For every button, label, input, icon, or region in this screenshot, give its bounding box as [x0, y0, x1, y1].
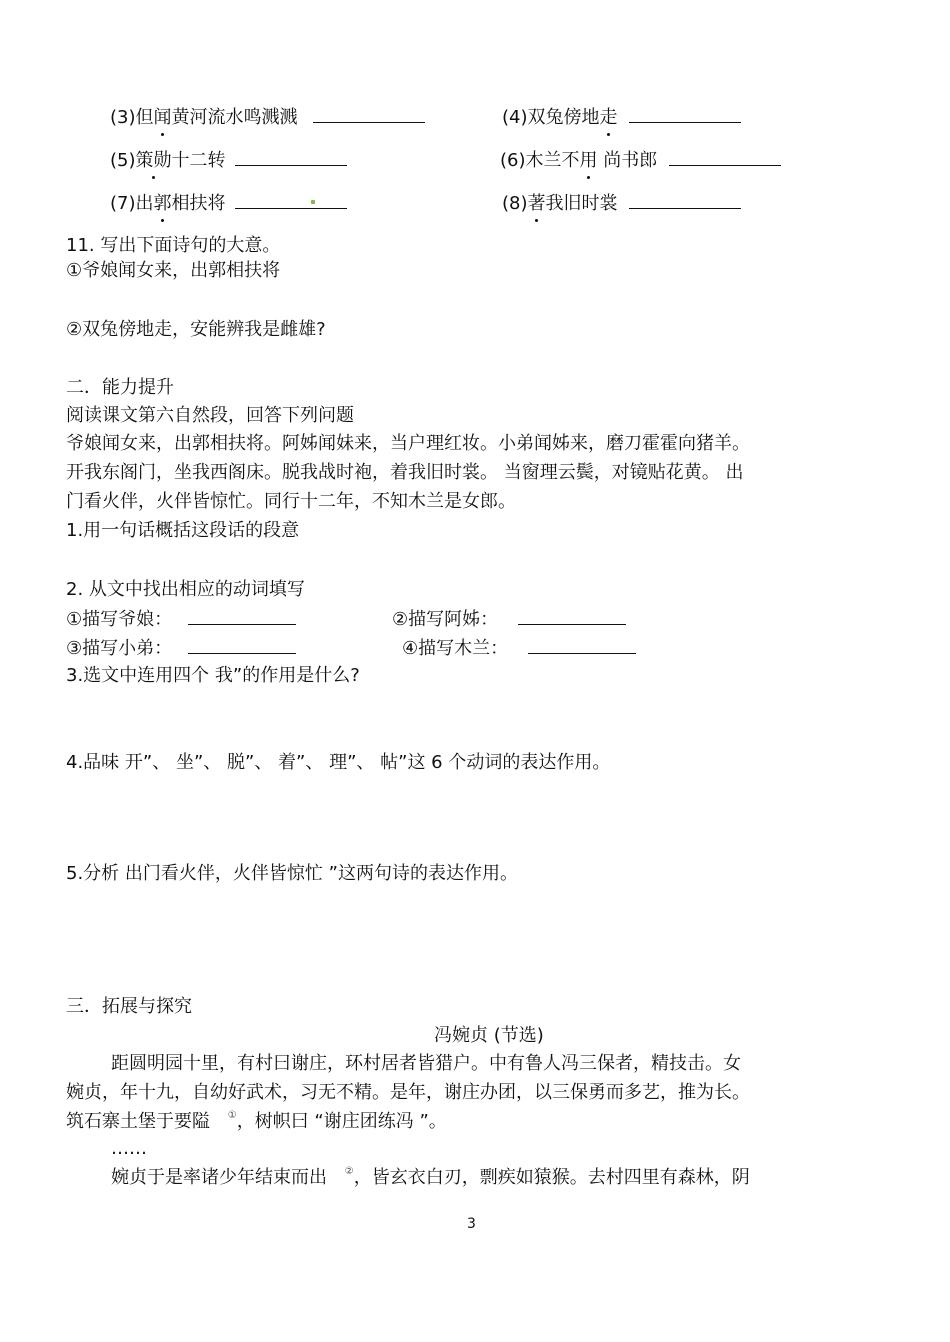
footnote-1: ①	[227, 1110, 237, 1121]
passage-line-2: 开我东阁门，坐我西阁床。脱我战时袍，着我旧时裳。 当窗理云鬓，对镜贴花黄。 出	[66, 462, 744, 483]
q11-sentence-1: ①爷娘闻女来，出郭相扶将	[66, 260, 281, 281]
q10-item-5: (5)策勋十二转	[110, 147, 347, 173]
article-line-4: 婉贞于是率诸少年结束而出 ②，皆玄衣白刃，剽疾如猿猴。去村四里有森林，阴	[111, 1166, 750, 1188]
q11-title: 11. 写出下面诗句的大意。	[66, 235, 281, 256]
answer-blank[interactable]	[518, 606, 626, 625]
emphasized-char: 闻	[153, 107, 172, 128]
answer-blank[interactable]	[188, 635, 296, 654]
question-3: 3.选文中连用四个 我”的作用是什么?	[66, 665, 360, 686]
q2-row-4: ④描写木兰：	[402, 635, 636, 661]
q10-item-8: (8)著我旧时裳	[502, 190, 741, 216]
article-line-3: 筑石寨土堡于要隘 ①，树帜曰 “谢庄团练冯 ”。	[66, 1110, 447, 1132]
passage-line-3: 门看火伴，火伴皆惊忙。同行十二年，不知木兰是女郎。	[66, 491, 516, 512]
q2-row-2: ②描写阿姊：	[392, 606, 626, 632]
section-3-title: 三．拓展与探究	[66, 996, 192, 1017]
emphasized-char: 走	[599, 107, 618, 128]
answer-blank[interactable]	[235, 147, 347, 166]
q10-item-3: (3)但闻黄河流水鸣溅溅	[110, 104, 425, 130]
q10-item-4: (4)双兔傍地走	[502, 104, 741, 130]
page-number: 3	[467, 1216, 476, 1232]
article-line-1: 距圆明园十里，有村曰谢庄，环村居者皆猎户。中有鲁人冯三保者，精技击。女	[111, 1053, 741, 1074]
emphasized-char: 郭	[153, 193, 172, 214]
q11-sentence-2: ②双兔傍地走，安能辨我是雌雄?	[66, 319, 326, 340]
answer-blank[interactable]	[629, 104, 741, 123]
answer-blank[interactable]	[629, 190, 741, 209]
question-2: 2. 从文中找出相应的动词填写	[66, 579, 305, 600]
answer-blank[interactable]	[313, 104, 425, 123]
answer-blank[interactable]	[528, 635, 636, 654]
emphasized-char: 著	[527, 193, 546, 214]
article-line-2: 婉贞，年十九，自幼好武术，习无不精。是年，谢庄办团，以三保勇而多艺，推为长。	[66, 1082, 750, 1103]
q2-row-1: ①描写爷娘：	[66, 606, 296, 632]
question-1: 1.用一句话概括这段话的段意	[66, 520, 300, 541]
footnote-2: ②	[344, 1166, 354, 1177]
section-2-instruction: 阅读课文第六自然段，回答下列问题	[66, 405, 354, 426]
answer-blank[interactable]	[235, 190, 347, 209]
answer-blank[interactable]	[669, 147, 781, 166]
answer-blank[interactable]	[188, 606, 296, 625]
section-2-title: 二．能力提升	[66, 377, 174, 398]
emphasized-char: 用	[579, 150, 598, 171]
emphasized-char: 策勋	[135, 150, 172, 171]
q2-row-3: ③描写小弟：	[66, 635, 296, 661]
passage-line-1: 爷娘闻女来，出郭相扶将。阿姊闻妹来，当户理红妆。小弟闻姊来，磨刀霍霍向猪羊。	[66, 433, 750, 454]
ellipsis: ……	[111, 1138, 147, 1159]
q10-item-6: (6)木兰不用 尚书郎	[500, 147, 781, 173]
article-title: 冯婉贞 (节选)	[434, 1025, 544, 1046]
question-4: 4.品味 开”、 坐”、 脱”、 着”、 理”、 帖”这 6 个动词的表达作用。	[66, 752, 611, 773]
green-mark-icon	[311, 200, 315, 204]
q10-item-7: (7)出郭相扶将	[110, 190, 347, 216]
question-5: 5.分析 出门看火伴，火伴皆惊忙 ”这两句诗的表达作用。	[66, 863, 518, 884]
